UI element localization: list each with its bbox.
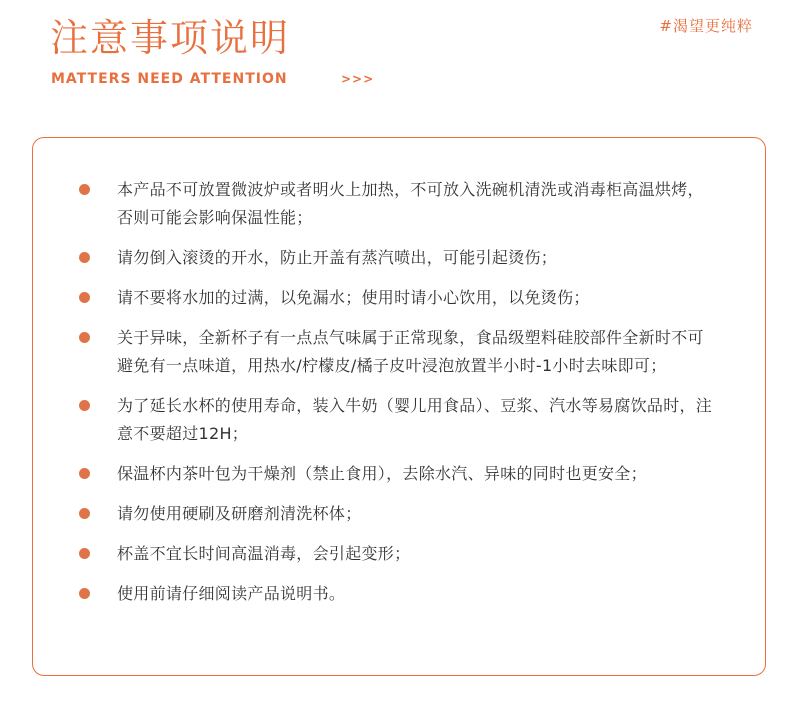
notice-text: 请不要将水加的过满，以免漏水；使用时请小心饮用，以免烫伤； xyxy=(117,288,590,307)
bullet-dot-icon xyxy=(79,400,90,411)
notice-item xyxy=(79,324,719,380)
page-subtitle: MATTERS NEED ATTENTION xyxy=(51,71,288,87)
notice-item xyxy=(79,500,719,528)
notice-text: 关于异味，全新杯子有一点点气味属于正常现象，食品级塑料硅胶部件全新时不可避免有一点味道，用热水/柠檬皮/橘子皮叶浸泡放置半小时-1小时去味即可； xyxy=(117,328,704,375)
bullet-dot-icon xyxy=(79,508,90,519)
hashtag-label: #渴望更纯粹 xyxy=(659,17,753,35)
notice-item xyxy=(79,176,719,232)
notice-text: 请勿使用硬刷及研磨剂清洗杯体； xyxy=(117,504,362,523)
bullet-dot-icon xyxy=(79,292,90,303)
notice-text: 为了延长水杯的使用寿命，装入牛奶（婴儿用食品）、豆浆、汽水等易腐饮品时，注意不要超过12H； xyxy=(117,396,713,443)
bullet-dot-icon xyxy=(79,184,90,195)
notice-item xyxy=(79,540,719,568)
notice-text: 杯盖不宜长时间高温消毒，会引起变形； xyxy=(117,544,411,563)
bullet-dot-icon xyxy=(79,468,90,479)
bullet-dot-icon xyxy=(79,548,90,559)
notice-item xyxy=(79,580,719,608)
page-title: 注意事项说明 xyxy=(50,16,291,60)
notice-item xyxy=(79,460,719,488)
notice-text: 使用前请仔细阅读产品说明书。 xyxy=(117,584,346,603)
bullet-dot-icon xyxy=(79,588,90,599)
bullet-dot-icon xyxy=(79,332,90,343)
notice-item xyxy=(79,244,719,272)
notice-list xyxy=(79,176,719,620)
bullet-dot-icon xyxy=(79,252,90,263)
notice-box xyxy=(32,137,766,676)
notice-text: 本产品不可放置微波炉或者明火上加热，不可放入洗碗机清洗或消毒柜高温烘烤，否则可能会影响保温性能； xyxy=(117,180,704,227)
notice-item xyxy=(79,392,719,448)
notice-text: 保温杯内茶叶包为干燥剂（禁止食用），去除水汽、异味的同时也更安全； xyxy=(117,464,647,483)
notice-item xyxy=(79,284,719,312)
notice-text: 请勿倒入滚烫的开水，防止开盖有蒸汽喷出，可能引起烫伤； xyxy=(117,248,558,267)
arrows-decoration: >>> xyxy=(341,72,375,86)
